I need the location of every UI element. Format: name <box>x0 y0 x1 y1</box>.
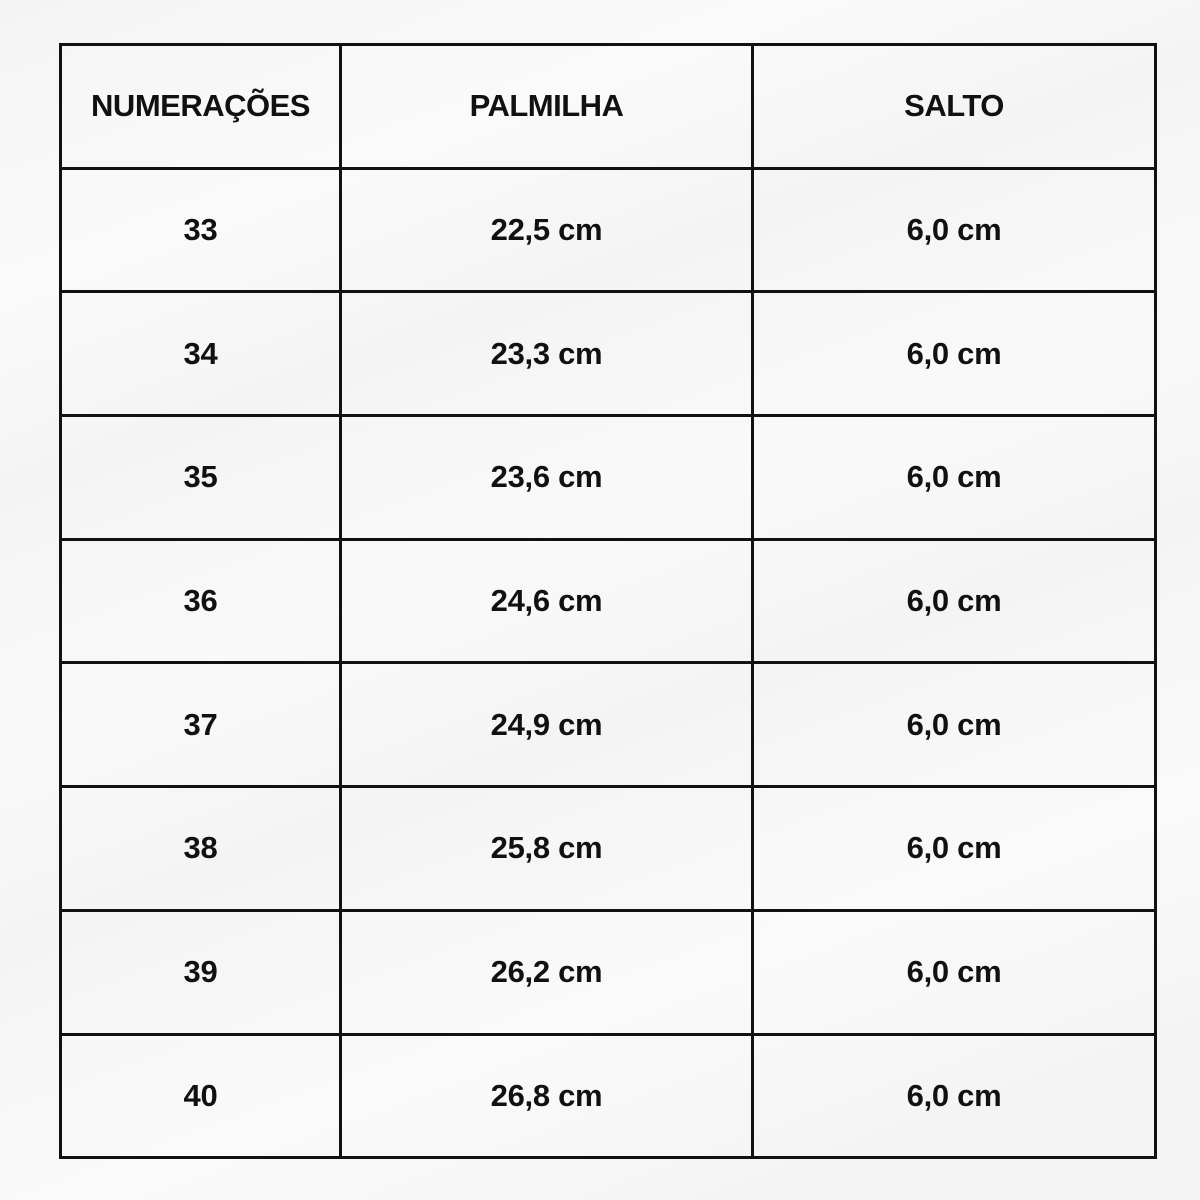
insole-cell: 26,8 cm <box>341 1034 753 1158</box>
size-cell: 39 <box>61 910 341 1034</box>
header-palmilha: PALMILHA <box>341 45 753 169</box>
table-row <box>61 168 1156 292</box>
heel-cell: 6,0 cm <box>753 1034 1156 1158</box>
insole-cell: 25,8 cm <box>341 787 753 911</box>
heel-cell: 6,0 cm <box>753 539 1156 663</box>
table-row <box>61 292 1156 416</box>
size-cell: 33 <box>61 168 341 292</box>
table-header-row <box>61 45 1156 169</box>
size-cell: 38 <box>61 787 341 911</box>
heel-cell: 6,0 cm <box>753 168 1156 292</box>
insole-cell: 26,2 cm <box>341 910 753 1034</box>
table-row <box>61 539 1156 663</box>
insole-cell: 24,9 cm <box>341 663 753 787</box>
heel-cell: 6,0 cm <box>753 416 1156 540</box>
size-cell: 37 <box>61 663 341 787</box>
heel-cell: 6,0 cm <box>753 910 1156 1034</box>
heel-cell: 6,0 cm <box>753 663 1156 787</box>
insole-cell: 23,6 cm <box>341 416 753 540</box>
header-salto: SALTO <box>753 45 1156 169</box>
table-row <box>61 416 1156 540</box>
insole-cell: 24,6 cm <box>341 539 753 663</box>
size-cell: 36 <box>61 539 341 663</box>
heel-cell: 6,0 cm <box>753 787 1156 911</box>
table-row <box>61 787 1156 911</box>
heel-cell: 6,0 cm <box>753 292 1156 416</box>
insole-cell: 22,5 cm <box>341 168 753 292</box>
size-chart-table <box>59 43 1157 1159</box>
size-cell: 40 <box>61 1034 341 1158</box>
header-numeracoes: NUMERAÇÕES <box>61 45 341 169</box>
insole-cell: 23,3 cm <box>341 292 753 416</box>
size-cell: 34 <box>61 292 341 416</box>
table-row <box>61 1034 1156 1158</box>
size-cell: 35 <box>61 416 341 540</box>
table-row <box>61 910 1156 1034</box>
table-row <box>61 663 1156 787</box>
